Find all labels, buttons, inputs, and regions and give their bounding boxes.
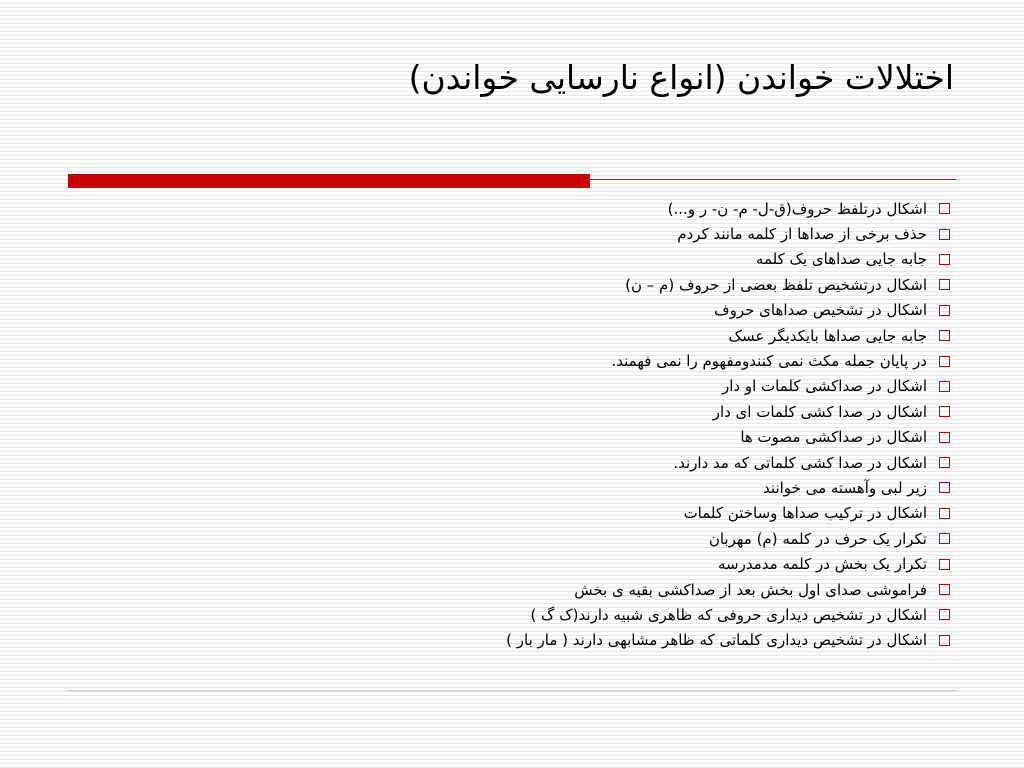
hollow-square-icon (939, 533, 950, 544)
bullet-item (94, 475, 954, 500)
bullet-text: تکرار یک حرف در کلمه (م) مهربان (708, 529, 927, 548)
hollow-square-icon (939, 229, 950, 240)
bullet-item (94, 577, 954, 602)
bullet-text: در پایان جمله مکث نمی کنندومفهوم را نمی فهمند. (611, 352, 927, 371)
bullet-item (94, 247, 954, 272)
bullet-item (94, 628, 954, 653)
hollow-square-icon (939, 203, 950, 214)
bullet-item (94, 425, 954, 450)
bullet-item (94, 298, 954, 323)
bullet-item (94, 221, 954, 246)
hollow-square-icon (939, 635, 950, 646)
bullet-text: اشکال در ترکیب صداها وساختن کلمات (683, 504, 927, 523)
bullet-text: تکرار یک بخش در کلمه مدمدرسه (718, 555, 927, 574)
slide-title: اختلالات خواندن (انواع نارسایی خواندن) (408, 58, 954, 97)
bullet-text: اشکال در صدا کشی کلماتی که مد دارند. (673, 453, 927, 472)
bullet-text: جابه جایی صداها بایکدیگر عسک (728, 326, 927, 345)
hollow-square-icon (939, 279, 950, 290)
bullet-item (94, 323, 954, 348)
bullet-text: اشکال درتشخیص تلفظ بعضی از حروف (م – ن) (625, 275, 927, 294)
bullet-text: اشکال در تشخیص دیداری حروفی که ظاهری شبیه دارند(ک گ ) (530, 605, 927, 624)
hollow-square-icon (939, 406, 950, 417)
bullet-text: اشکال در صداکشی مصوت ها (740, 428, 927, 447)
bullet-item (94, 374, 954, 399)
hollow-square-icon (939, 305, 950, 316)
bullet-item (94, 196, 954, 221)
bullet-item (94, 526, 954, 551)
hollow-square-icon (939, 457, 950, 468)
hollow-square-icon (939, 482, 950, 493)
bullet-text: زیر لبی وآهسته می خوانند (763, 478, 927, 497)
bullet-text: اشکال در صداکشی کلمات او دار (721, 377, 927, 396)
bullet-item (94, 551, 954, 576)
title-divider (68, 174, 956, 188)
hollow-square-icon (939, 330, 950, 341)
hollow-square-icon (939, 508, 950, 519)
bullet-item (94, 602, 954, 627)
hollow-square-icon (939, 432, 950, 443)
bullet-text: اشکال درتلفظ حروف(ق-ل- م- ن- ر و...) (667, 199, 927, 218)
bullet-text: اشکال در تشخیص دیداری کلماتی که ظاهر مشابهی دارند ( مار بار ) (506, 631, 927, 650)
bullet-text: اشکال در صدا کشی کلمات ای دار (712, 402, 927, 421)
bullet-item (94, 399, 954, 424)
bullet-text: جابه جایی صداهای یک کلمه (755, 250, 927, 269)
bullet-text: حذف برخی از صداها از کلمه مانند کردم (677, 225, 927, 244)
bullet-item (94, 348, 954, 373)
title-divider-thick (68, 174, 590, 188)
bullet-item (94, 501, 954, 526)
footer-divider (68, 690, 956, 691)
bullet-item (94, 272, 954, 297)
hollow-square-icon (939, 381, 950, 392)
hollow-square-icon (939, 584, 950, 595)
bullet-item (94, 450, 954, 475)
bullet-text: فراموشی صدای اول بخش بعد از صداکشی بقیه ی بخش (574, 580, 927, 599)
hollow-square-icon (939, 609, 950, 620)
bullet-text: اشکال در تشخیص صداهای حروف (714, 301, 927, 320)
bullet-list (94, 196, 954, 653)
hollow-square-icon (939, 254, 950, 265)
title-divider-thin (590, 179, 956, 180)
hollow-square-icon (939, 356, 950, 367)
hollow-square-icon (939, 559, 950, 570)
